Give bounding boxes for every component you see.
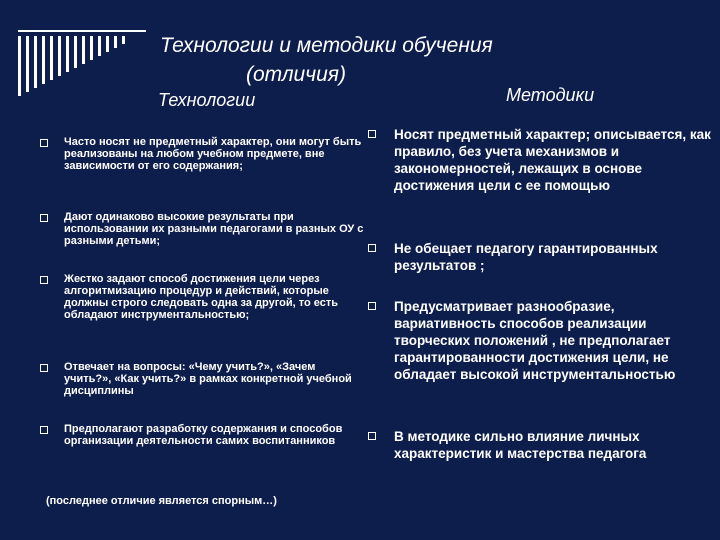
square-bullet-icon (40, 214, 48, 222)
square-bullet-icon (368, 432, 376, 440)
slide-subtitle: (отличия) (246, 63, 346, 86)
column-heading-methods: Методики (506, 85, 595, 105)
method-item (368, 126, 714, 194)
technology-item (40, 136, 365, 172)
square-bullet-icon (40, 426, 48, 434)
technology-item (40, 211, 365, 247)
square-bullet-icon (368, 244, 376, 252)
technology-item-text: Дают одинаково высокие результаты при использовании их разными педагогами в разных ОУ с разными детьми; (64, 211, 364, 247)
square-bullet-icon (40, 276, 48, 284)
method-item-text: Предусматривает разнообразие, вариативность способов реализации творческих положений , не предполагает гарантированности достижения цели, не обладает высокой инструментальностью (394, 299, 676, 382)
method-item (368, 240, 714, 274)
slide-title: Технологии и методики обучения (160, 34, 493, 57)
decorative-bars (18, 36, 125, 96)
technology-item (40, 273, 365, 321)
technology-item (40, 423, 365, 447)
method-item (368, 428, 714, 462)
square-bullet-icon (368, 302, 376, 310)
technology-item-text: Часто носят не предметный характер, они могут быть реализованы на любом учебном предмете, вне зависимости от его содержания; (64, 136, 362, 172)
technology-item-text: Предполагают разработку содержания и способов организации деятельности самих воспитанников (64, 423, 343, 447)
footnote: (последнее отличие является спорным…) (46, 495, 277, 507)
technology-item (40, 361, 365, 397)
method-item-text: Носят предметный характер; описывается, как правило, без учета механизмов и закономерностей, лежащих в основе достижения цели с ее помощью (394, 127, 711, 193)
method-item (368, 298, 714, 383)
technology-item-text: Жестко задают способ достижения цели через алгоритмизацию процедур и действий, которые должны строго следовать одна за другой, то есть обладают инструментальностью; (64, 273, 339, 321)
technology-item-text: Отвечает на вопросы: «Чему учить?», «Зачем учить?», «Как учить?» в рамках конкретной учебной дисциплины (64, 361, 352, 397)
method-item-text: Не обещает педагогу гарантированных результатов ; (394, 241, 658, 273)
square-bullet-icon (40, 139, 48, 147)
square-bullet-icon (368, 130, 376, 138)
method-item-text: В методике сильно влияние личных характеристик и мастерства педагога (394, 429, 647, 461)
column-heading-technologies: Технологии (158, 90, 256, 110)
top-rule (18, 30, 146, 32)
square-bullet-icon (40, 364, 48, 372)
